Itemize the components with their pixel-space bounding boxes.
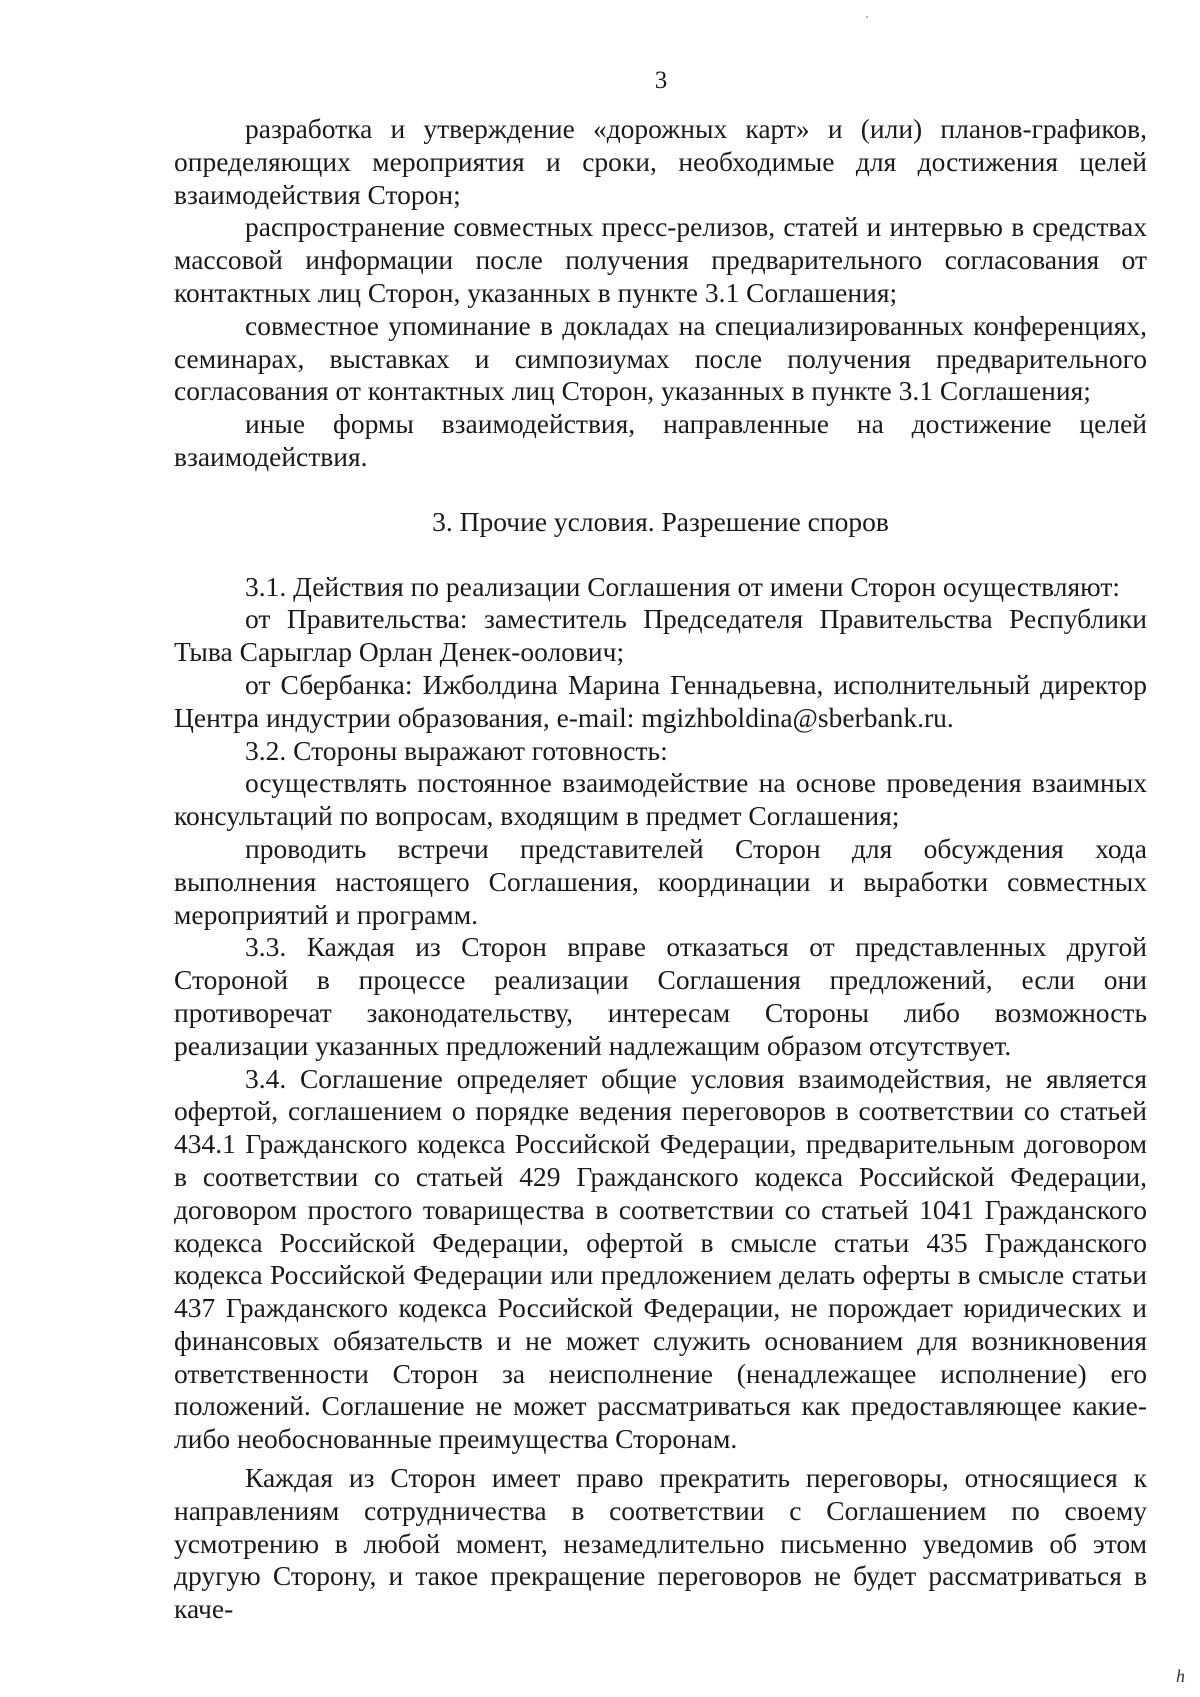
paragraph-roadmaps: разработка и утверждение «дорожных карт» и (или) планов-графиков, определяющих мероприятия и сроки, необходимые для достижения целей взаимодействия Сторон; [174,113,1147,210]
paragraph-other-forms: иные формы взаимодействия, направленные на достижение целей взаимодействия. [174,408,1147,472]
clause-3-2-consultations: осуществлять постоянное взаимодействие на основе проведения взаимных консультаций по вопросам, входящим в предмет Соглашения; [174,767,1147,832]
clause-3-3: 3.3. Каждая из Сторон вправе отказаться от представленных другой Стороной в процессе реализации Соглашения предложений, если они противоречат законодательству, интересам Стороны либо возможность реализации указанных предложений надлежащим образом отсутствует. [174,931,1147,1061]
clause-3-1-government: от Правительства: заместитель Председателя Правительства Республики Тыва Сарыглар Орлан Денек-оолович; [174,603,1147,668]
clause-3-1-sberbank: от Сбербанка: Ижболдина Марина Геннадьевна, исполнительный директор Центра индустрии образования, e-mail: mgizhboldina@sberbank.ru. [174,668,1147,733]
clause-termination: Каждая из Сторон имеет право прекратить переговоры, относящиеся к направлениям сотрудничества в соответствии с Соглашением по своему усмотрению в любой момент, незамедлительно письменно уведомив об этом другую Сторону, и такое прекращение переговоров не будет рассматриваться в каче- [174,1462,1147,1625]
paragraph-joint-mentions: совместное упоминание в докладах на специализированных конференциях, семинарах, выставках и симпозиумах после получения предварительного согласования от контактных лиц Сторон, указанных в пункте 3.1 Соглашения; [174,309,1147,407]
clause-3-4: 3.4. Соглашение определяет общие условия взаимодействия, не является офертой, соглашением о порядке ведения переговоров в соответствии со статьей 434.1 Гражданского кодекса Российской Федерации, предварительным договором в соответствии со статьей 429 Гражданского кодекса Российской Федерации, договором простого товарищества в соответствии со статьей 1041 Гражданского кодекса Российской Федерации, офертой в смысле статьи 435 Гражданского кодекса Российской Федерации или предложением делать оферты в смысле статьи 437 Гражданского кодекса Российской Федерации, не порождает юридических и финансовых обязательств и не может служить основанием для возникновения ответственности Сторон за неисполнение (ненадлежащее исполнение) его положений. Соглашение не может рассматриваться как предоставляющее какие-либо необоснованные преимущества Сторонам. [174,1062,1147,1455]
section-heading: 3. Прочие условия. Разрешение споров [432,505,889,537]
scan-artifact-dot [866,16,868,18]
document-body [174,113,1147,1626]
corner-handwritten-mark: h [1176,1666,1185,1686]
paragraph-press-releases: распространение совместных пресс-релизов, статей и интервью в средствах массовой информации после получения предварительного согласования от контактных лиц Сторон, указанных в пункте 3.1 Соглашения; [174,211,1147,308]
clause-3-2: 3.2. Стороны выражают готовность: [245,734,668,766]
clause-3-2-meetings: проводить встречи представителей Сторон для обсуждения хода выполнения настоящего Соглашения, координации и выработки совместных мероприятий и программ. [174,832,1147,930]
page-number: 3 [654,67,668,94]
clause-3-1: 3.1. Действия по реализации Соглашения от имени Сторон осуществляют: [245,570,1120,602]
